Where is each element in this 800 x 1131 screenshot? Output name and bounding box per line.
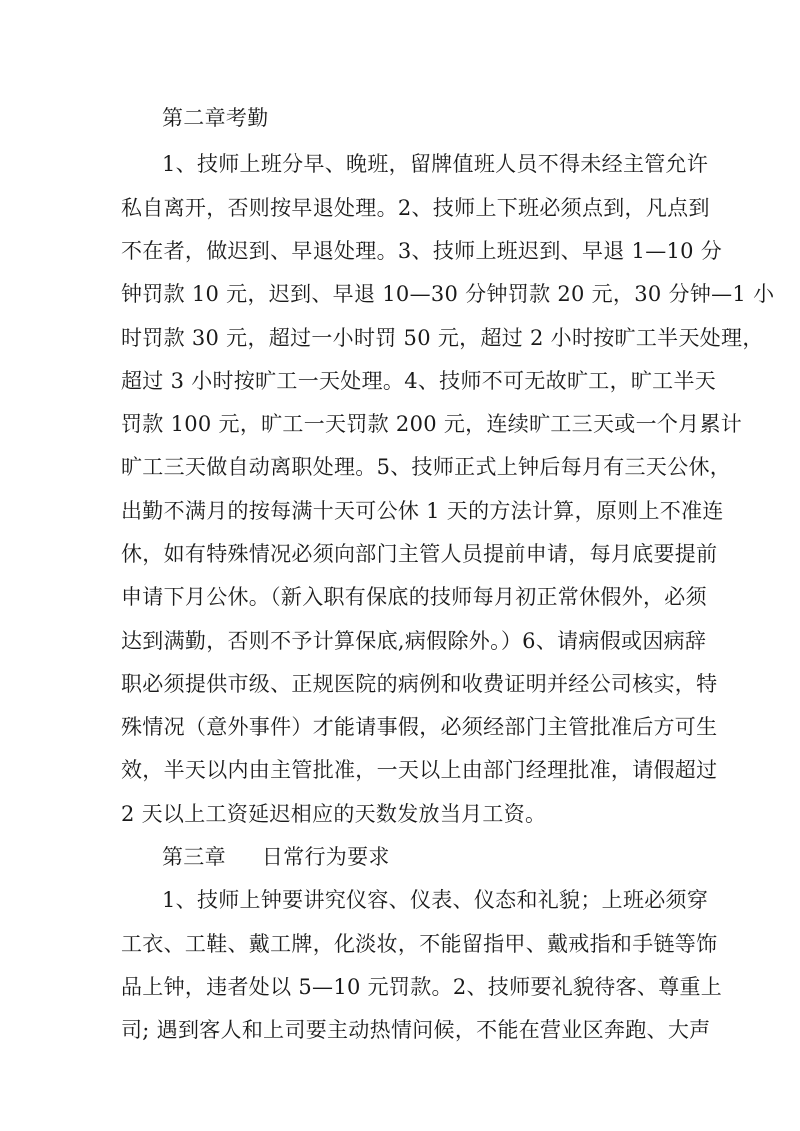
chapter-3-line-3: 品上钟，违者处以 5—10 元罚款。2、技师要礼貌待客、尊重上 (121, 975, 723, 999)
chapter-3-heading-number: 第三章 (162, 845, 226, 869)
chapter-2-line-8: 旷工三天做自动离职处理。5、技师正式上钟后每月有三天公休， (121, 455, 732, 479)
chapter-2-heading: 第二章考勤 (162, 106, 269, 130)
chapter-2-line-6: 超过 3 小时按旷工一天处理。4、技师不可无故旷工，旷工半天 (121, 369, 717, 393)
chapter-2-line-16: 2 天以上工资延迟相应的天数发放当月工资。 (121, 802, 547, 826)
chapter-2-line-10: 休，如有特殊情况必须向部门主管人员提前申请，每月底要提前 (121, 542, 718, 566)
chapter-2-line-1: 1、技师上班分早、晚班，留牌值班人员不得未经主管允许 (162, 152, 709, 176)
chapter-2-line-11: 申请下月公休。（新入职有保底的技师每月初正常休假外，必须 (121, 585, 707, 609)
chapter-3-line-4: 司; 遇到客人和上司要主动热情问候，不能在营业区奔跑、大声 (121, 1018, 711, 1042)
chapter-2-line-14: 殊情况（意外事件）才能请事假，必须经部门主管批准后方可生 (121, 715, 718, 739)
chapter-3-line-2: 工衣、工鞋、戴工牌，化淡妆，不能留指甲、戴戒指和手链等饰 (121, 932, 718, 956)
chapter-2-line-13: 职必须提供市级、正规医院的病例和收费证明并经公司核实，特 (121, 672, 718, 696)
chapter-2-line-7: 罚款 100 元，旷工一天罚款 200 元，连续旷工三天或一个月累计 (121, 412, 743, 436)
chapter-2-line-5: 时罚款 30 元，超过一小时罚 50 元，超过 2 小时按旷工半天处理， (121, 326, 764, 350)
chapter-3-heading-title: 日常行为要求 (261, 845, 390, 869)
chapter-3-heading (162, 842, 390, 872)
chapter-2-line-9: 出勤不满月的按每满十天可公休 1 天的方法计算，原则上不准连 (121, 499, 724, 523)
chapter-2-line-3: 不在者，做迟到、早退处理。3、技师上班迟到、早退 1—10 分 (121, 239, 723, 263)
chapter-3-line-1: 1、技师上钟要讲究仪容、仪表、仪态和礼貌；上班必须穿 (162, 888, 709, 912)
chapter-2-line-15: 效，半天以内由主管批准，一天以上由部门经理批准，请假超过 (121, 758, 718, 782)
chapter-2-line-12: 达到满勤，否则不予计算保底,病假除外。）6、请病假或因病辞 (121, 629, 707, 653)
chapter-2-line-4: 钟罚款 10 元，迟到、早退 10—30 分钟罚款 20 元，30 分钟—1 小 (121, 282, 775, 306)
chapter-2-line-2: 私自离开，否则按早退处理。2、技师上下班必须点到，凡点到 (121, 196, 710, 220)
